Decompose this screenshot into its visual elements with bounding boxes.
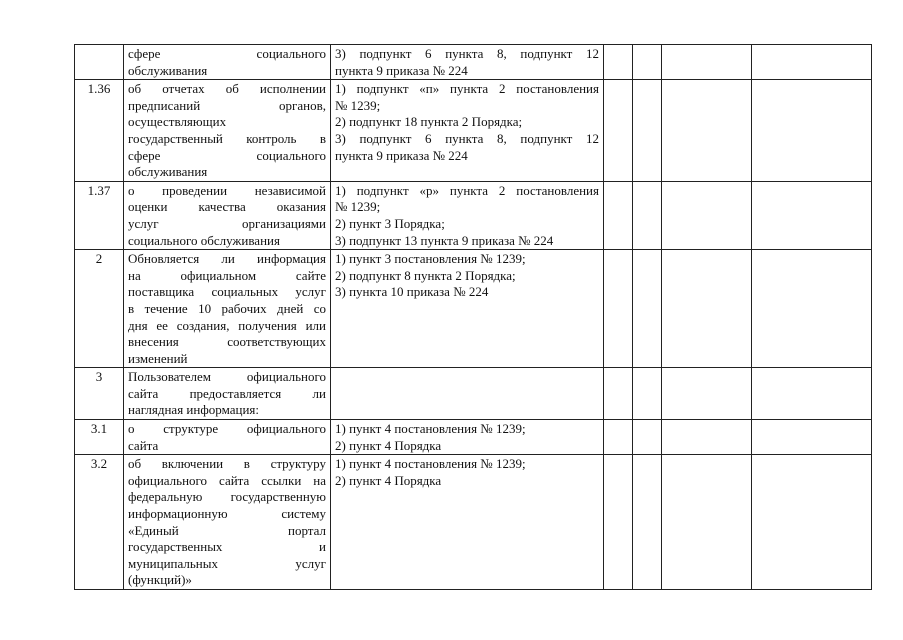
answer-cell[interactable] — [662, 181, 752, 249]
answer-cell[interactable] — [604, 368, 633, 420]
item-number: 3 — [75, 368, 124, 420]
answer-cell[interactable] — [604, 80, 633, 182]
question-cell — [124, 250, 331, 368]
question-line: дня ее создания, получения или — [128, 317, 326, 333]
legal-reference-line: № 1239; — [335, 199, 381, 215]
question-line: федеральную государственную — [128, 489, 326, 505]
legal-reference-line: 1) подпункт «п» пункта 2 постановления — [335, 81, 599, 97]
legal-references-cell — [331, 420, 604, 455]
answer-cell[interactable] — [604, 455, 633, 590]
legal-reference-line: 1) пункт 4 постановления № 1239; — [335, 456, 526, 472]
table-row — [75, 420, 872, 455]
question-line: оценки качества оказания — [128, 199, 326, 215]
question-cell — [124, 181, 331, 249]
legal-reference-line: 3) пункта 10 приказа № 224 — [335, 284, 489, 300]
question-line: официального сайта ссылки на — [128, 472, 326, 488]
table-row — [75, 181, 872, 249]
question-line: услуг организациями — [128, 215, 326, 231]
answer-cell[interactable] — [604, 420, 633, 455]
answer-cell[interactable] — [662, 80, 752, 182]
table-row — [75, 455, 872, 590]
question-line: предписаний органов, — [128, 97, 326, 113]
legal-reference-line: 2) пункт 3 Порядка; — [335, 215, 445, 231]
question-line: осуществляющих — [128, 114, 227, 130]
legal-reference-line: 2) подпункт 18 пункта 2 Порядка; — [335, 114, 523, 130]
answer-cell[interactable] — [662, 250, 752, 368]
question-line: внесения соответствующих — [128, 334, 326, 350]
question-line: государственных и — [128, 539, 326, 555]
answer-cell[interactable] — [662, 455, 752, 590]
legal-reference-line: 2) подпункт 8 пункта 2 Порядка; — [335, 267, 516, 283]
answer-cell[interactable] — [662, 45, 752, 80]
legal-reference-line: № 1239; — [335, 97, 381, 113]
answer-cell[interactable] — [752, 368, 872, 420]
table-row — [75, 45, 872, 80]
question-line: сфере социального — [128, 46, 326, 61]
answer-cell[interactable] — [604, 45, 633, 80]
question-cell — [124, 420, 331, 455]
question-line: Пользователем официального — [128, 369, 326, 385]
legal-reference-line: 2) пункт 4 Порядка — [335, 437, 442, 453]
question-line: муниципальных услуг — [128, 555, 326, 571]
table-body — [75, 45, 872, 590]
answer-cell[interactable] — [633, 45, 662, 80]
legal-reference-line: 1) пункт 4 постановления № 1239; — [335, 421, 526, 437]
legal-references-cell — [331, 45, 604, 80]
legal-references-cell — [331, 250, 604, 368]
question-line: Обновляется ли информация — [128, 251, 326, 267]
answer-cell[interactable] — [752, 181, 872, 249]
legal-reference-line: 1) пункт 3 постановления № 1239; — [335, 251, 526, 267]
answer-cell[interactable] — [604, 250, 633, 368]
question-line: изменений — [128, 350, 188, 366]
question-line: о структуре официального — [128, 421, 326, 437]
legal-reference-line: пункта 9 приказа № 224 — [335, 62, 468, 78]
legal-references-cell — [331, 368, 604, 420]
question-line: сайта предоставляется ли — [128, 385, 326, 401]
answer-cell[interactable] — [752, 455, 872, 590]
legal-reference-line: пункта 9 приказа № 224 — [335, 147, 468, 163]
question-line: на официальном сайте — [128, 267, 326, 283]
question-line: государственный контроль в — [128, 130, 326, 146]
answer-cell[interactable] — [752, 80, 872, 182]
item-number: 3.2 — [75, 455, 124, 590]
answer-cell[interactable] — [752, 45, 872, 80]
question-line: об отчетах об исполнении — [128, 81, 326, 97]
legal-references-cell — [331, 181, 604, 249]
answer-cell[interactable] — [633, 420, 662, 455]
question-line: об включении в структуру — [128, 456, 326, 472]
question-cell — [124, 45, 331, 80]
legal-references-cell — [331, 80, 604, 182]
answer-cell[interactable] — [633, 455, 662, 590]
answer-cell[interactable] — [604, 181, 633, 249]
question-line: поставщика социальных услуг — [128, 284, 326, 300]
answer-cell[interactable] — [752, 420, 872, 455]
answer-cell[interactable] — [633, 181, 662, 249]
question-cell — [124, 368, 331, 420]
question-cell — [124, 80, 331, 182]
question-line: обслуживания — [128, 62, 208, 78]
question-line: (функций)» — [128, 572, 192, 588]
item-number: 2 — [75, 250, 124, 368]
question-line: в течение 10 рабочих дней со — [128, 300, 326, 316]
question-line: социального обслуживания — [128, 232, 280, 248]
item-number: 1.37 — [75, 181, 124, 249]
question-line: сфере социального — [128, 147, 326, 163]
answer-cell[interactable] — [633, 80, 662, 182]
question-line: обслуживания — [128, 164, 208, 180]
table-row — [75, 250, 872, 368]
table-row — [75, 368, 872, 420]
answer-cell[interactable] — [752, 250, 872, 368]
question-line: информационную систему — [128, 506, 326, 522]
legal-reference-line: 3) подпункт 6 пункта 8, подпункт 12 — [335, 46, 599, 61]
legal-references-cell — [331, 455, 604, 590]
legal-reference-line: 3) подпункт 6 пункта 8, подпункт 12 — [335, 130, 599, 146]
question-line: о проведении независимой — [128, 182, 326, 198]
answer-cell[interactable] — [662, 368, 752, 420]
answer-cell[interactable] — [633, 250, 662, 368]
legal-reference-line: 2) пункт 4 Порядка — [335, 472, 442, 488]
checklist-table — [74, 44, 872, 590]
question-cell — [124, 455, 331, 590]
question-line: «Единый портал — [128, 522, 326, 538]
item-number: 1.36 — [75, 80, 124, 182]
answer-cell[interactable] — [662, 420, 752, 455]
legal-reference-line: 1) подпункт «р» пункта 2 постановления — [335, 182, 599, 198]
answer-cell[interactable] — [633, 368, 662, 420]
table-row — [75, 80, 872, 182]
legal-reference-line: 3) подпункт 13 пункта 9 приказа № 224 — [335, 232, 554, 248]
question-line: сайта — [128, 437, 159, 453]
question-line: наглядная информация: — [128, 402, 259, 418]
item-number — [75, 45, 124, 80]
item-number: 3.1 — [75, 420, 124, 455]
